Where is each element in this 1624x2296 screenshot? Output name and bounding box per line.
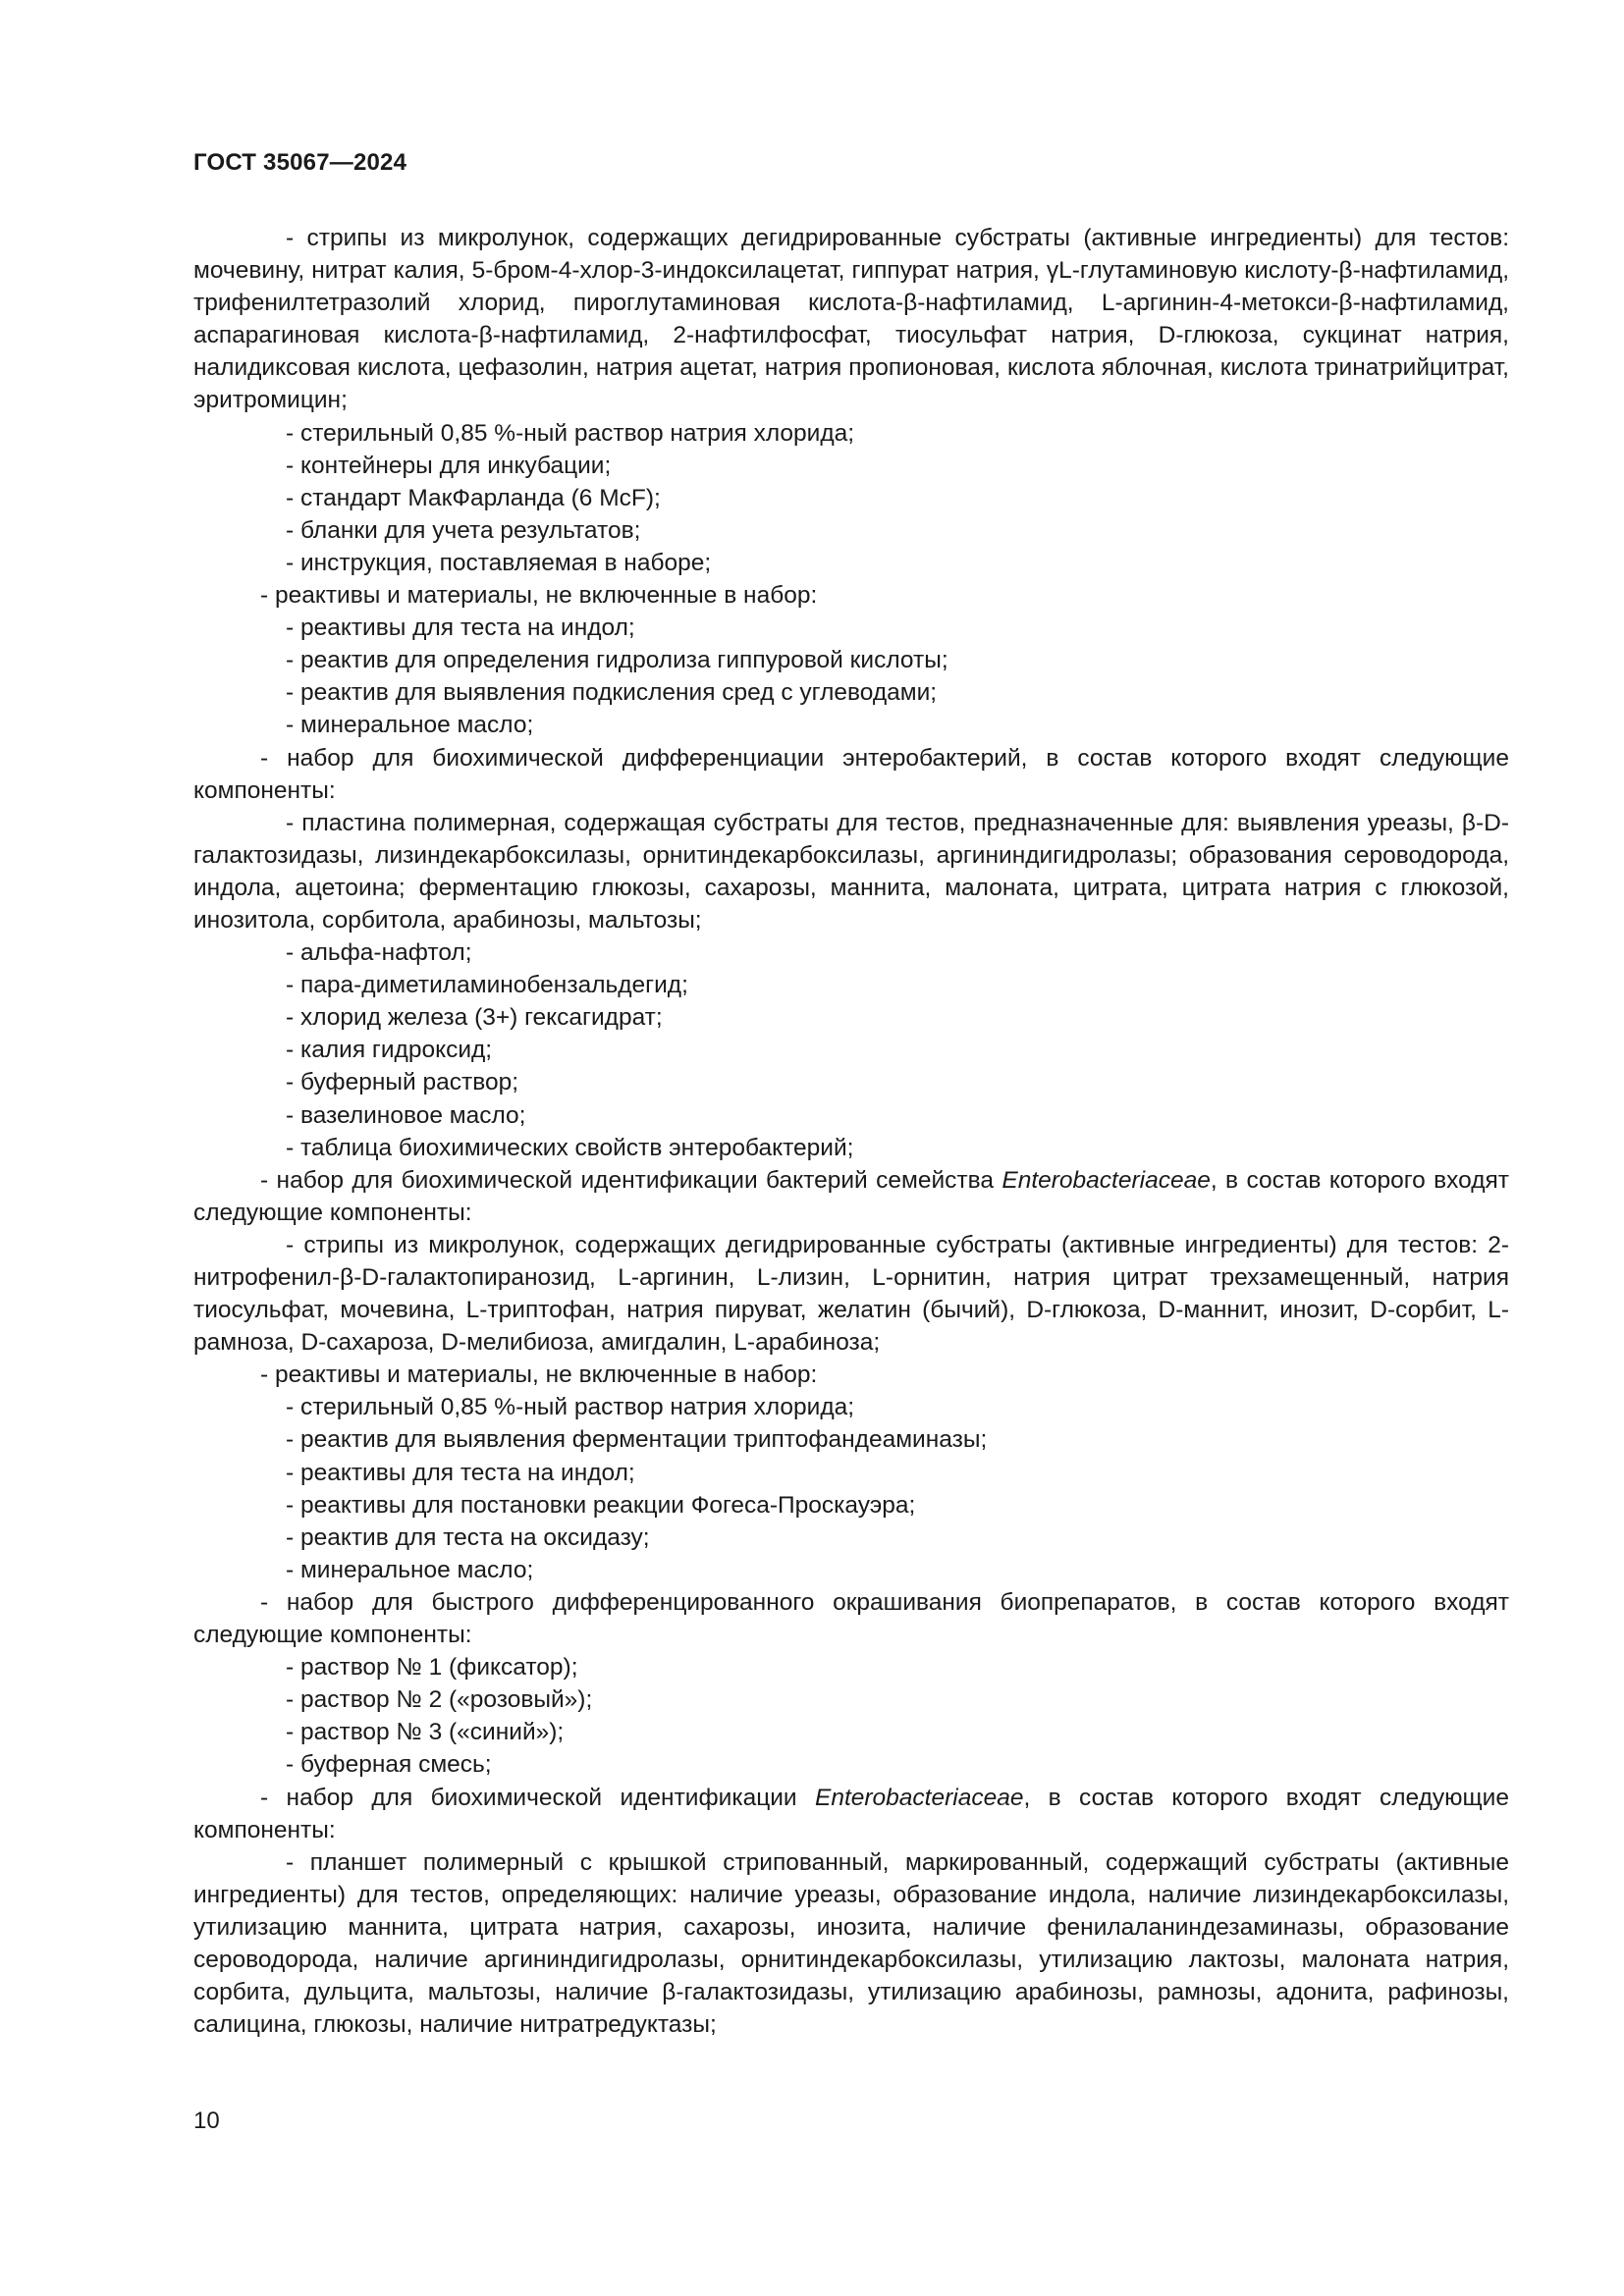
list-item: - раствор № 2 («розовый»);: [286, 1686, 593, 1714]
list-item: - таблица биохимических свойств энтеробактерий;: [286, 1134, 854, 1161]
list-item: [193, 1164, 1509, 1229]
document-body: [193, 222, 1509, 2041]
list-item: - альфа-нафтол;: [286, 939, 472, 967]
list-item: - стерильный 0,85 %-ный раствор натрия хлорида;: [286, 1394, 855, 1421]
list-item: - набор для биохимической дифференциации энтеробактерий, в состав которого входят следующие компоненты:: [193, 744, 1509, 804]
list-item: - реактивы для постановки реакции Фогеса-Проскауэра;: [286, 1491, 916, 1519]
list-item: - пара-диметиламинобензальдегид;: [286, 972, 688, 999]
list-item: - раствор № 3 («синий»);: [286, 1719, 565, 1746]
list-item: - стрипы из микролунок, содержащих дегидрированные субстраты (активные ингредиенты) для тестов: 2-нитрофенил-β-D-галактопиранозид, L-аргинин, L-лизин, L-орнитин, натрия цитрат трехзамещенный, натрия тиосульфат, мочевина, L-триптофан, натрия пируват, желатин (бычий), D-глюкоза, D-маннит, инозит, D-сорбит, L-рамноза, D-сахароза, D-мелибиоза, амигдалин, L-арабиноза;: [193, 1231, 1509, 1357]
list-item: - реактивы и материалы, не включенные в набор:: [260, 582, 818, 610]
list-item: - инструкция, поставляемая в наборе;: [286, 549, 712, 576]
page-number: 10: [193, 2108, 220, 2134]
list-item: - пластина полимерная, содержащая субстраты для тестов, предназначенные для: выявления уреазы, β-D-галактозидазы, лизиндекарбоксилазы, орнитиндекарбоксилазы, аргининдигидролазы; образования сероводорода, индола, ацетоина; ферментацию глюкозы, сахарозы, маннита, малоната, цитрата, цитрата натрия с глюкозой, инозитола, сорбитола, арабинозы, мальтозы;: [193, 809, 1509, 934]
list-item-text: - набор для биохимической идентификации: [260, 1784, 815, 1811]
document-header: ГОСТ 35067—2024: [193, 149, 407, 176]
list-item: - контейнеры для инкубации;: [286, 452, 612, 479]
list-item-text: , в состав которого входят следующие компоненты:: [193, 1784, 1509, 1843]
list-item: - хлорид железа (3+) гексагидрат;: [286, 1004, 663, 1032]
list-item: - бланки для учета результатов;: [286, 516, 641, 544]
list-item: - реактив для теста на оксидазу;: [286, 1523, 650, 1551]
list-item: - реактивы и материалы, не включенные в набор:: [260, 1362, 818, 1389]
list-item: - реактив для определения гидролиза гиппуровой кислоты;: [286, 647, 948, 674]
taxon-name: Enterobacteriaceae: [1001, 1166, 1211, 1194]
list-item: - вазелиновое масло;: [286, 1101, 526, 1129]
list-item: - набор для быстрого дифференцированного окрашивания биопрепаратов, в состав которого входят следующие компоненты:: [193, 1588, 1509, 1649]
list-item-text: - набор для биохимической идентификации бактерий семейства: [260, 1166, 1002, 1194]
list-item: - реактив для выявления подкисления сред с углеводами;: [286, 679, 938, 707]
list-item: - стерильный 0,85 %-ный раствор натрия хлорида;: [286, 419, 855, 447]
list-item: - планшет полимерный с крышкой стрипованный, маркированный, содержащий субстраты (активные ингредиенты) для тестов, определяющих: наличие уреазы, образование индола, наличие лизиндекарбоксилазы, утилизацию маннита, цитрата натрия, сахарозы, инозита, наличие фенилаланиндезаминазы, образование сероводорода, наличие аргининдигидролазы, орнитиндекарбоксилазы, утилизацию лактозы, малоната натрия, сорбита, дульцита, мальтозы, наличие β-галактозидазы, утилизацию арабинозы, рамнозы, адонита, рафинозы, салицина, глюкозы, наличие нитратредуктазы;: [193, 1848, 1509, 2039]
list-item: - раствор № 1 (фиксатор);: [286, 1654, 578, 1682]
list-item: - реактив для выявления ферментации триптофандеаминазы;: [286, 1426, 988, 1454]
list-item: - реактивы для теста на индол;: [286, 1459, 635, 1486]
list-item: [193, 1782, 1509, 1846]
list-item: - минеральное масло;: [286, 1556, 534, 1583]
list-item: - калия гидроксид;: [286, 1037, 493, 1064]
list-item: - минеральное масло;: [286, 712, 534, 739]
list-item: - буферная смесь;: [286, 1751, 492, 1779]
list-item: - стандарт МакФарланда (6 McF);: [286, 484, 661, 511]
list-item: - реактивы для теста на индол;: [286, 614, 635, 642]
taxon-name: Enterobacteriaceae: [815, 1784, 1024, 1811]
list-item: - буферный раствор;: [286, 1069, 518, 1096]
list-item-text: , в состав которого входят следующие компоненты:: [193, 1166, 1509, 1226]
list-item: - стрипы из микролунок, содержащих дегидрированные субстраты (активные ингредиенты) для тестов: мочевину, нитрат калия, 5-бром-4-хлор-3-индоксилацетат, гиппурат натрия, γL-глутаминовую кислоту-β-нафтиламид, трифенилтетразолий хлорид, пироглутаминовая кислота-β-нафтиламид, L-аргинин-4-метокси-β-нафтиламид, аспарагиновая кислота-β-нафтиламид, 2-нафтилфосфат, тиосульфат натрия, D-глюкоза, сукцинат натрия, налидиксовая кислота, цефазолин, натрия ацетат, натрия пропионовая, кислота яблочная, кислота тринатрийцитрат, эритромицин;: [193, 225, 1509, 414]
